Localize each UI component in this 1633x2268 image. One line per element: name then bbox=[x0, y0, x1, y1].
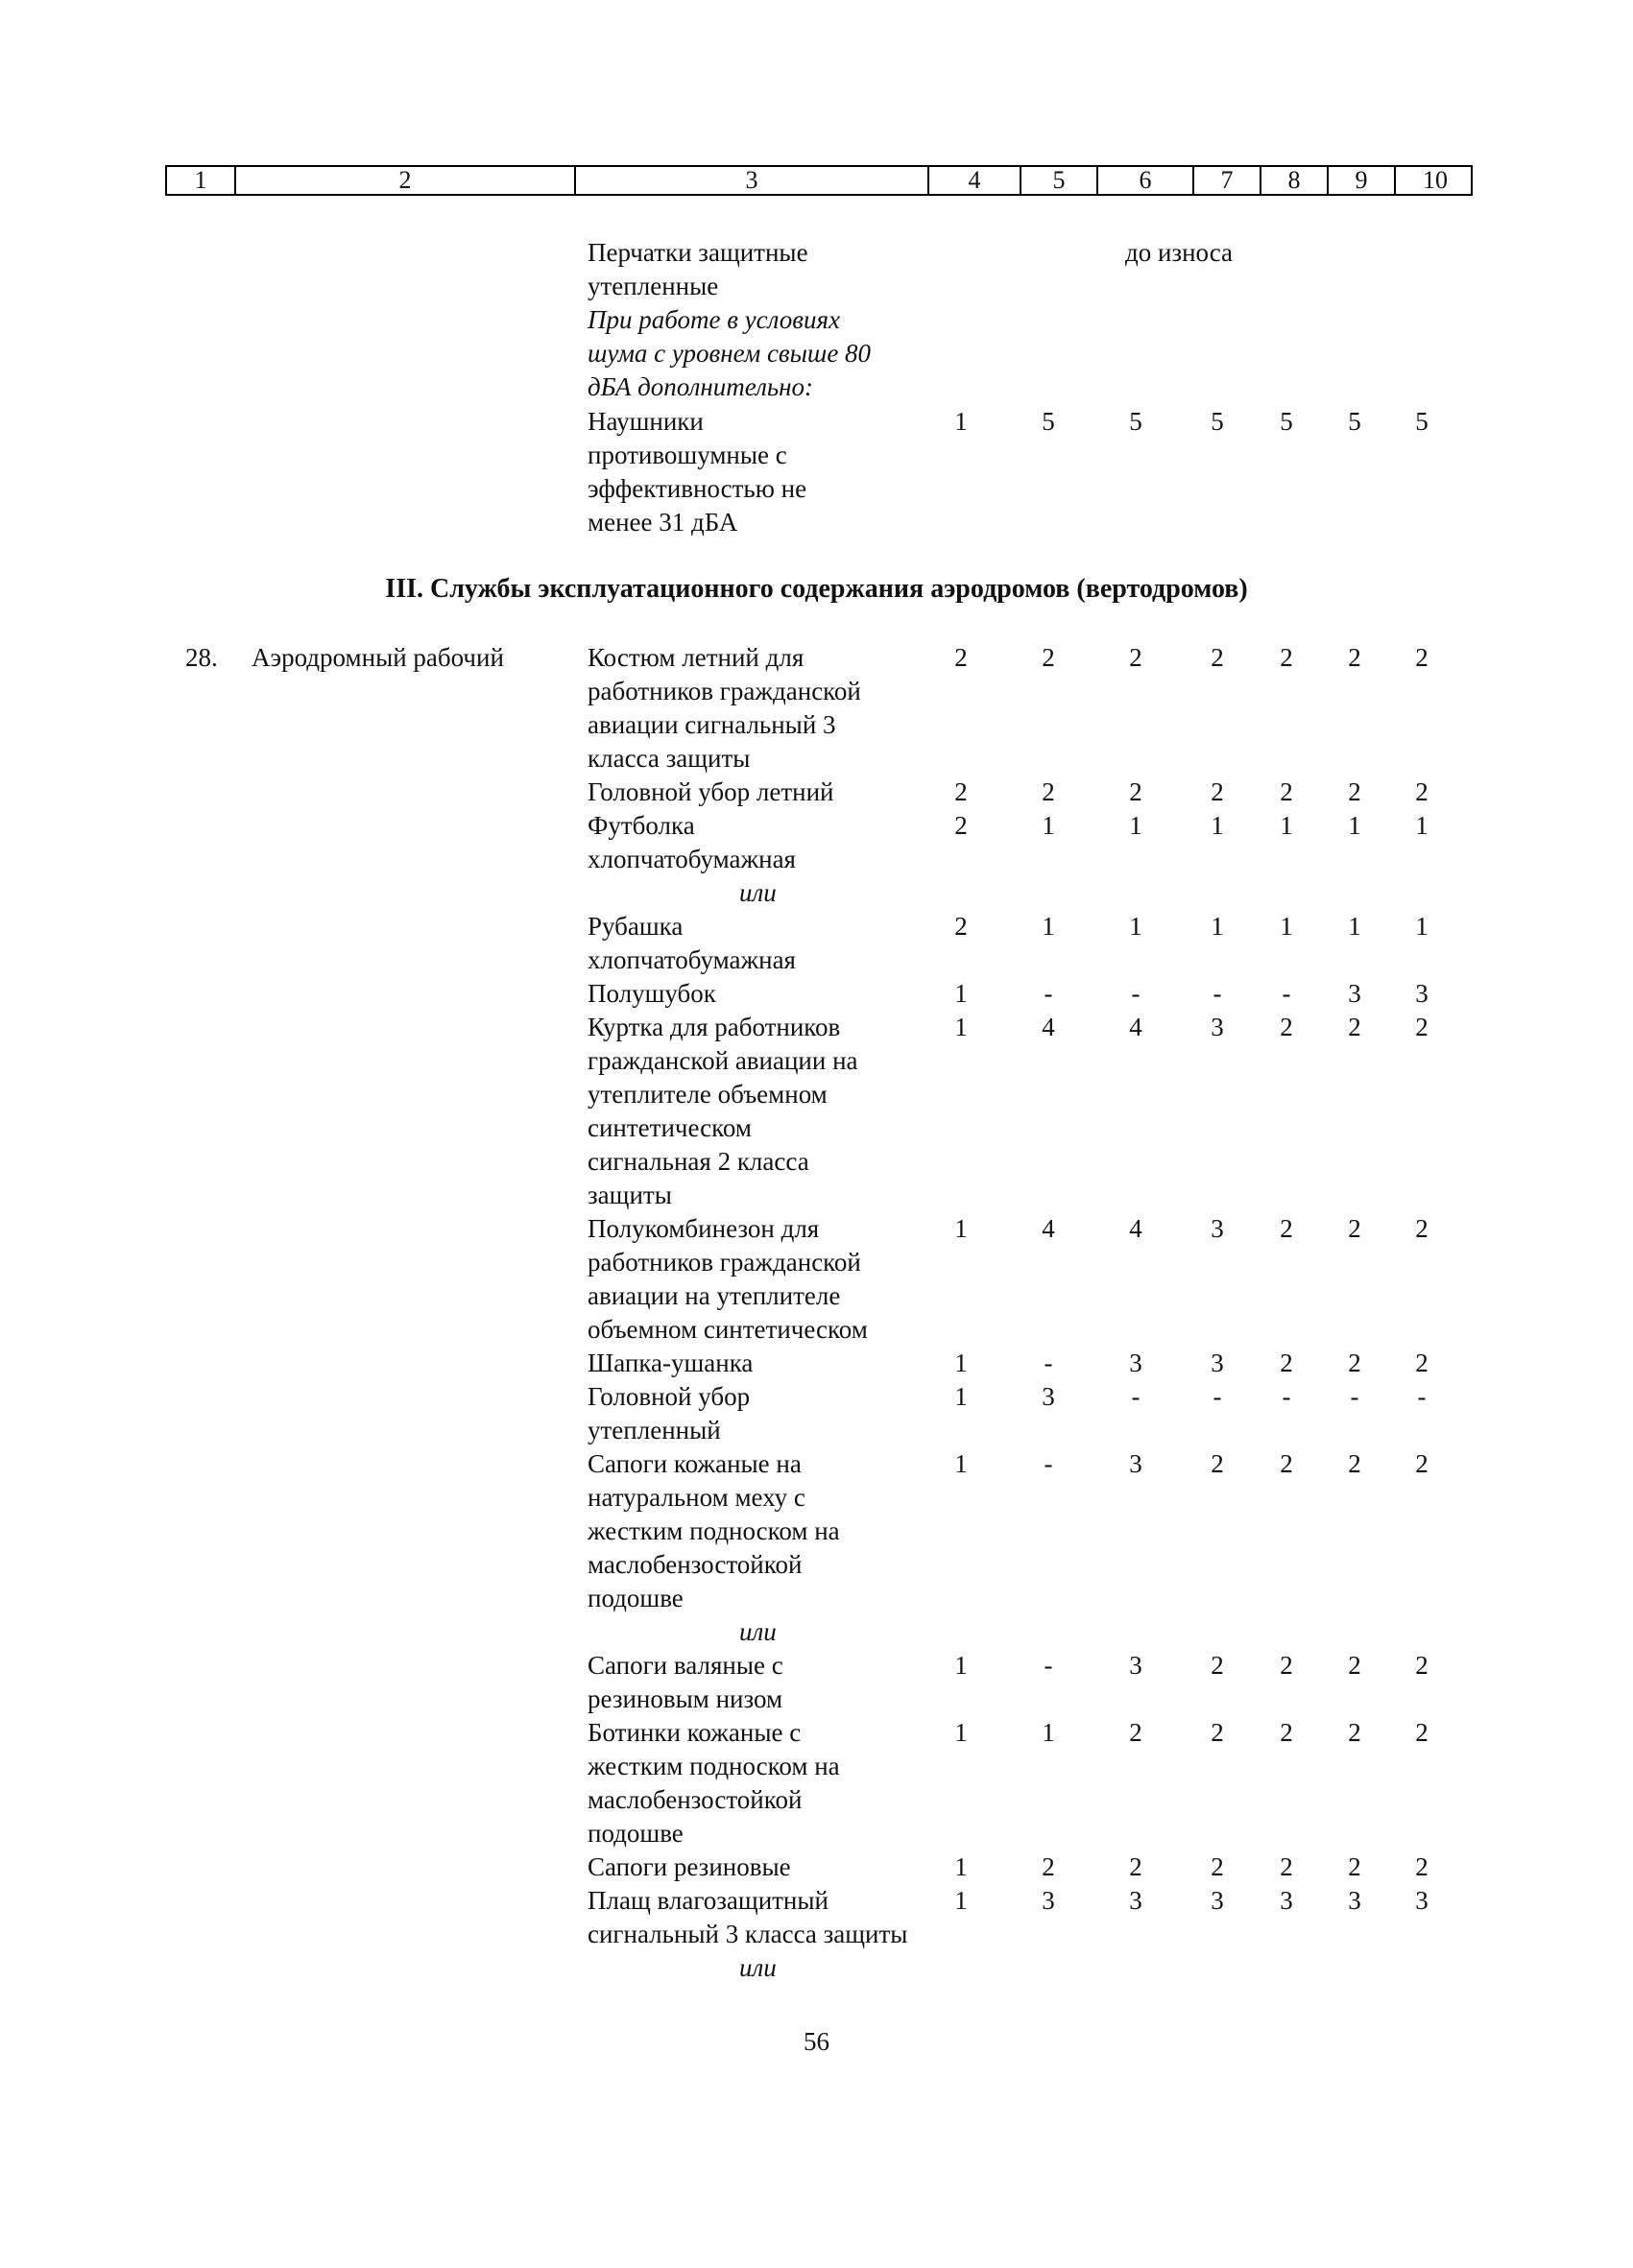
norm-value-col-6: 2 bbox=[1129, 1718, 1142, 1747]
norm-value-col-7: 2 bbox=[1211, 1718, 1224, 1747]
wear-period-note: до износа bbox=[1125, 238, 1234, 267]
norm-value-col-5: 2 bbox=[1042, 643, 1055, 672]
norm-value-col-5: 2 bbox=[1042, 1852, 1055, 1881]
item-name: Головной убор bbox=[588, 1382, 751, 1411]
item-name: хлопчатобумажная bbox=[588, 845, 796, 873]
col-header: 1 bbox=[167, 167, 236, 194]
norm-value-col-5: 3 bbox=[1042, 1382, 1055, 1411]
item-name: Куртка для работников bbox=[588, 1013, 841, 1041]
norm-value-col-8: 2 bbox=[1280, 1852, 1293, 1881]
norm-value-col-9: 3 bbox=[1348, 1886, 1361, 1915]
norm-value-col-10: 2 bbox=[1415, 643, 1429, 672]
norm-value-col-6: 2 bbox=[1129, 1852, 1142, 1881]
item-name: резиновым низом bbox=[588, 1684, 783, 1713]
item-name: Сапоги резиновые bbox=[588, 1852, 791, 1881]
col-header: 5 bbox=[1021, 167, 1098, 194]
norm-value-col-7: 2 bbox=[1211, 643, 1224, 672]
norm-value-col-8: 1 bbox=[1280, 912, 1293, 941]
norm-value-col-9: 2 bbox=[1348, 1013, 1361, 1041]
item-name: сигнальный 3 класса защиты bbox=[588, 1920, 908, 1948]
norm-value-col-9: 2 bbox=[1348, 1449, 1361, 1478]
norm-value-col-7: 3 bbox=[1211, 1886, 1224, 1915]
norm-value-col-7: 1 bbox=[1211, 811, 1224, 840]
norm-value-col-4: 2 bbox=[954, 777, 968, 806]
norm-value-col-6: 4 bbox=[1129, 1013, 1142, 1041]
item-name: работников гражданской bbox=[588, 677, 861, 705]
norm-value-col-10: 2 bbox=[1415, 1718, 1429, 1747]
norm-value-col-5: 3 bbox=[1042, 1886, 1055, 1915]
norm-value-col-8: - bbox=[1282, 979, 1291, 1008]
norm-value-col-9: 2 bbox=[1348, 1852, 1361, 1881]
item-name: Полукомбинезон для bbox=[588, 1214, 820, 1243]
item-name: жестким подноском на bbox=[588, 1516, 840, 1545]
item-name: авиации сигнальный 3 bbox=[588, 710, 836, 739]
norm-value-col-6: 1 bbox=[1129, 811, 1142, 840]
item-name: утеплителе объемном bbox=[588, 1080, 828, 1109]
norm-value-col-6: 3 bbox=[1129, 1349, 1142, 1377]
item-name: маслобензостойкой bbox=[588, 1785, 803, 1814]
norm-value-col-9: 3 bbox=[1348, 979, 1361, 1008]
norm-value-col-4: 1 bbox=[954, 1886, 968, 1915]
norm-value-col-8: 2 bbox=[1280, 1449, 1293, 1478]
norm-value-col-8: - bbox=[1282, 1382, 1291, 1411]
norm-value-col-10: 2 bbox=[1415, 777, 1429, 806]
norm-value-col-10: 5 bbox=[1415, 407, 1429, 436]
note-text: или bbox=[739, 1617, 777, 1646]
norm-value-col-6: 1 bbox=[1129, 912, 1142, 941]
norm-value-col-8: 2 bbox=[1280, 1349, 1293, 1377]
norm-value-col-7: 3 bbox=[1211, 1013, 1224, 1041]
norm-value-col-8: 2 bbox=[1280, 1718, 1293, 1747]
norm-value-col-4: 1 bbox=[954, 1349, 968, 1377]
norm-value-col-7: 2 bbox=[1211, 777, 1224, 806]
norm-value-col-7: - bbox=[1213, 979, 1222, 1008]
norm-value-col-5: 4 bbox=[1042, 1013, 1055, 1041]
norm-value-col-5: 1 bbox=[1042, 811, 1055, 840]
norm-value-col-4: 2 bbox=[954, 811, 968, 840]
norm-value-col-4: 1 bbox=[954, 1852, 968, 1881]
item-name: Костюм летний для bbox=[588, 643, 804, 672]
item-name: подошве bbox=[588, 1819, 684, 1848]
item-name: утепленный bbox=[588, 1416, 721, 1444]
norm-value-col-7: 2 bbox=[1211, 1651, 1224, 1680]
norm-value-col-4: 2 bbox=[954, 643, 968, 672]
norm-value-col-4: 1 bbox=[954, 979, 968, 1008]
item-name: жестким подноском на bbox=[588, 1752, 840, 1780]
profession-name: Аэродромный рабочий bbox=[252, 643, 504, 672]
norm-value-col-7: 3 bbox=[1211, 1349, 1224, 1377]
item-name: синтетическом bbox=[588, 1113, 752, 1142]
norm-value-col-8: 5 bbox=[1280, 407, 1293, 436]
item-name: маслобензостойкой bbox=[588, 1550, 803, 1579]
item-name: работников гражданской bbox=[588, 1248, 861, 1277]
item-name: Сапоги кожаные на bbox=[588, 1449, 802, 1478]
norm-value-col-7: 2 bbox=[1211, 1852, 1224, 1881]
item-name: класса защиты bbox=[588, 744, 751, 773]
norm-value-col-6: 3 bbox=[1129, 1449, 1142, 1478]
item-name: авиации на утеплителе bbox=[588, 1281, 841, 1310]
norm-value-col-10: 2 bbox=[1415, 1852, 1429, 1881]
norm-value-col-5: - bbox=[1044, 979, 1053, 1008]
norm-value-col-4: 1 bbox=[954, 1382, 968, 1411]
norm-value-col-5: 4 bbox=[1042, 1214, 1055, 1243]
item-name: Ботинки кожаные с bbox=[588, 1718, 802, 1747]
norm-value-col-7: 2 bbox=[1211, 1449, 1224, 1478]
norm-value-col-8: 2 bbox=[1280, 1214, 1293, 1243]
item-name: Рубашка bbox=[588, 912, 684, 941]
norm-value-col-4: 1 bbox=[954, 1013, 968, 1041]
item-name: Плащ влагозащитный bbox=[588, 1886, 829, 1915]
note-text: или bbox=[739, 878, 777, 907]
norm-value-col-9: 2 bbox=[1348, 643, 1361, 672]
norm-value-col-9: 2 bbox=[1348, 777, 1361, 806]
norm-value-col-6: - bbox=[1131, 1382, 1141, 1411]
norm-value-col-4: 2 bbox=[954, 912, 968, 941]
col-header: 2 bbox=[236, 167, 576, 194]
note-text: шума с уровнем свыше 80 bbox=[588, 339, 872, 368]
norm-value-col-9: 2 bbox=[1348, 1214, 1361, 1243]
norm-value-col-9: 5 bbox=[1348, 407, 1361, 436]
norm-value-col-6: 2 bbox=[1129, 777, 1142, 806]
norm-value-col-4: 1 bbox=[954, 1651, 968, 1680]
entry-number: 28. bbox=[185, 643, 218, 672]
col-header: 4 bbox=[929, 167, 1021, 194]
item-name: объемном синтетическом bbox=[588, 1315, 868, 1344]
norm-value-col-7: - bbox=[1213, 1382, 1222, 1411]
item-name: натуральном меху с bbox=[588, 1483, 805, 1512]
column-number-header bbox=[165, 165, 1473, 196]
norm-value-col-6: - bbox=[1131, 979, 1141, 1008]
norm-value-col-8: 3 bbox=[1280, 1886, 1293, 1915]
note-text: дБА дополнительно: bbox=[588, 372, 814, 401]
item-name: Головной убор летний bbox=[588, 777, 834, 806]
norm-value-col-6: 3 bbox=[1129, 1651, 1142, 1680]
item-name: утепленные bbox=[588, 272, 719, 300]
norm-value-col-6: 5 bbox=[1129, 407, 1142, 436]
norm-value-col-10: 2 bbox=[1415, 1651, 1429, 1680]
item-name: Наушники bbox=[588, 407, 704, 436]
norm-value-col-5: 1 bbox=[1042, 1718, 1055, 1747]
item-name: Футболка bbox=[588, 811, 695, 840]
norm-value-col-9: 2 bbox=[1348, 1718, 1361, 1747]
norm-value-col-10: 3 bbox=[1415, 979, 1429, 1008]
item-name: менее 31 дБА bbox=[588, 508, 738, 537]
norm-value-col-10: 2 bbox=[1415, 1214, 1429, 1243]
item-name: хлопчатобумажная bbox=[588, 945, 796, 974]
item-name: Сапоги валяные с bbox=[588, 1651, 783, 1680]
norm-value-col-4: 1 bbox=[954, 1449, 968, 1478]
col-header: 6 bbox=[1098, 167, 1194, 194]
norm-value-col-5: 1 bbox=[1042, 912, 1055, 941]
col-header: 10 bbox=[1423, 166, 1448, 194]
norm-value-col-10: 1 bbox=[1415, 912, 1429, 941]
norm-value-col-7: 3 bbox=[1211, 1214, 1224, 1243]
col-header: 8 bbox=[1261, 167, 1329, 194]
norm-value-col-4: 1 bbox=[954, 1718, 968, 1747]
norm-value-col-9: 2 bbox=[1348, 1349, 1361, 1377]
section-title: III. Службы эксплуатационного содержания аэродромов (вертодромов) bbox=[385, 574, 1248, 604]
norm-value-col-10: 2 bbox=[1415, 1449, 1429, 1478]
norm-value-col-8: 1 bbox=[1280, 811, 1293, 840]
norm-value-col-8: 2 bbox=[1280, 643, 1293, 672]
norm-value-col-5: 5 bbox=[1042, 407, 1055, 436]
item-name: эффективностью не bbox=[588, 474, 807, 503]
norm-value-col-4: 1 bbox=[954, 1214, 968, 1243]
norm-value-col-8: 2 bbox=[1280, 1651, 1293, 1680]
norm-value-col-9: - bbox=[1350, 1382, 1359, 1411]
col-header: 7 bbox=[1194, 167, 1261, 194]
norm-value-col-7: 5 bbox=[1211, 407, 1224, 436]
note-text: При работе в условиях bbox=[588, 305, 840, 334]
norm-value-col-9: 1 bbox=[1348, 912, 1361, 941]
norm-value-col-6: 4 bbox=[1129, 1214, 1142, 1243]
item-name: защиты bbox=[588, 1181, 672, 1209]
note-text: или bbox=[739, 1953, 777, 1982]
item-name: противошумные с bbox=[588, 441, 787, 469]
item-name: Полушубок bbox=[588, 979, 716, 1008]
norm-value-col-5: - bbox=[1044, 1349, 1053, 1377]
norm-value-col-10: 1 bbox=[1415, 811, 1429, 840]
norm-value-col-6: 2 bbox=[1129, 643, 1142, 672]
norm-value-col-10: 3 bbox=[1415, 1886, 1429, 1915]
norm-value-col-10: 2 bbox=[1415, 1013, 1429, 1041]
norm-value-col-5: - bbox=[1044, 1651, 1053, 1680]
norm-value-col-5: - bbox=[1044, 1449, 1053, 1478]
item-name: Шапка-ушанка bbox=[588, 1349, 754, 1377]
norm-value-col-8: 2 bbox=[1280, 777, 1293, 806]
norm-value-col-10: - bbox=[1417, 1382, 1427, 1411]
norm-value-col-9: 1 bbox=[1348, 811, 1361, 840]
norm-value-col-4: 1 bbox=[954, 407, 968, 436]
norm-value-col-5: 2 bbox=[1042, 777, 1055, 806]
col-header: 9 bbox=[1329, 167, 1396, 194]
norm-value-col-7: 1 bbox=[1211, 912, 1224, 941]
item-name: сигнальная 2 класса bbox=[588, 1147, 809, 1176]
norm-value-col-9: 2 bbox=[1348, 1651, 1361, 1680]
norm-value-col-10: 2 bbox=[1415, 1349, 1429, 1377]
item-name: подошве bbox=[588, 1584, 684, 1612]
item-name: Перчатки защитные bbox=[588, 238, 808, 267]
col-header: 3 bbox=[576, 167, 929, 194]
page-number: 56 bbox=[804, 2027, 829, 2056]
norm-value-col-8: 2 bbox=[1280, 1013, 1293, 1041]
norm-value-col-6: 3 bbox=[1129, 1886, 1142, 1915]
item-name: гражданской авиации на bbox=[588, 1046, 858, 1075]
